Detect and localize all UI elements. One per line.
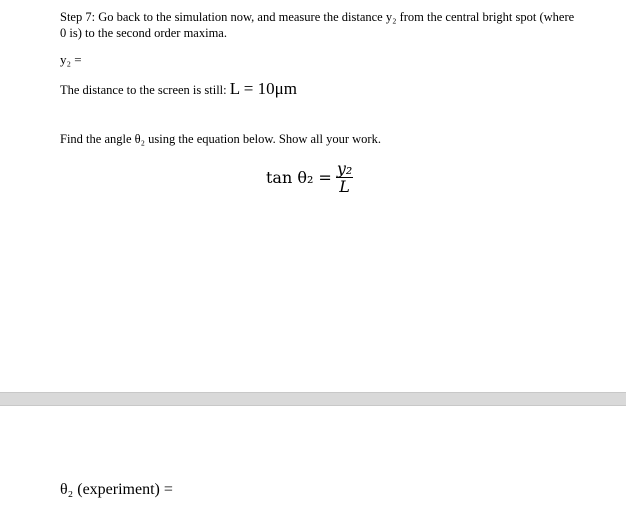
distance-text: The distance to the screen is still: bbox=[60, 83, 227, 97]
page-break-divider bbox=[0, 392, 626, 406]
distance-value: L = 10μm bbox=[229, 79, 297, 98]
distance-statement bbox=[60, 79, 297, 99]
equation-denominator: L bbox=[339, 176, 350, 196]
theta-experiment-label: θ₂ (experiment) = bbox=[60, 481, 173, 498]
tangent-equation bbox=[266, 157, 353, 197]
equation-fraction bbox=[336, 158, 353, 196]
find-angle-instruction: Find the angle θ₂ using the equation below. Show all your work. bbox=[60, 132, 381, 146]
document-page-bottom bbox=[0, 406, 626, 505]
step-7-instruction: Step 7: Go back to the simulation now, and measure the distance y₂ from the central bright spot (where 0 is) to the second order maxima. bbox=[60, 10, 575, 40]
equation-numerator: y₂ bbox=[336, 158, 353, 178]
y2-answer-label: y₂ = bbox=[60, 52, 82, 67]
equation-lhs: tan θ₂ bbox=[266, 167, 314, 187]
equation-equals: = bbox=[318, 167, 332, 187]
